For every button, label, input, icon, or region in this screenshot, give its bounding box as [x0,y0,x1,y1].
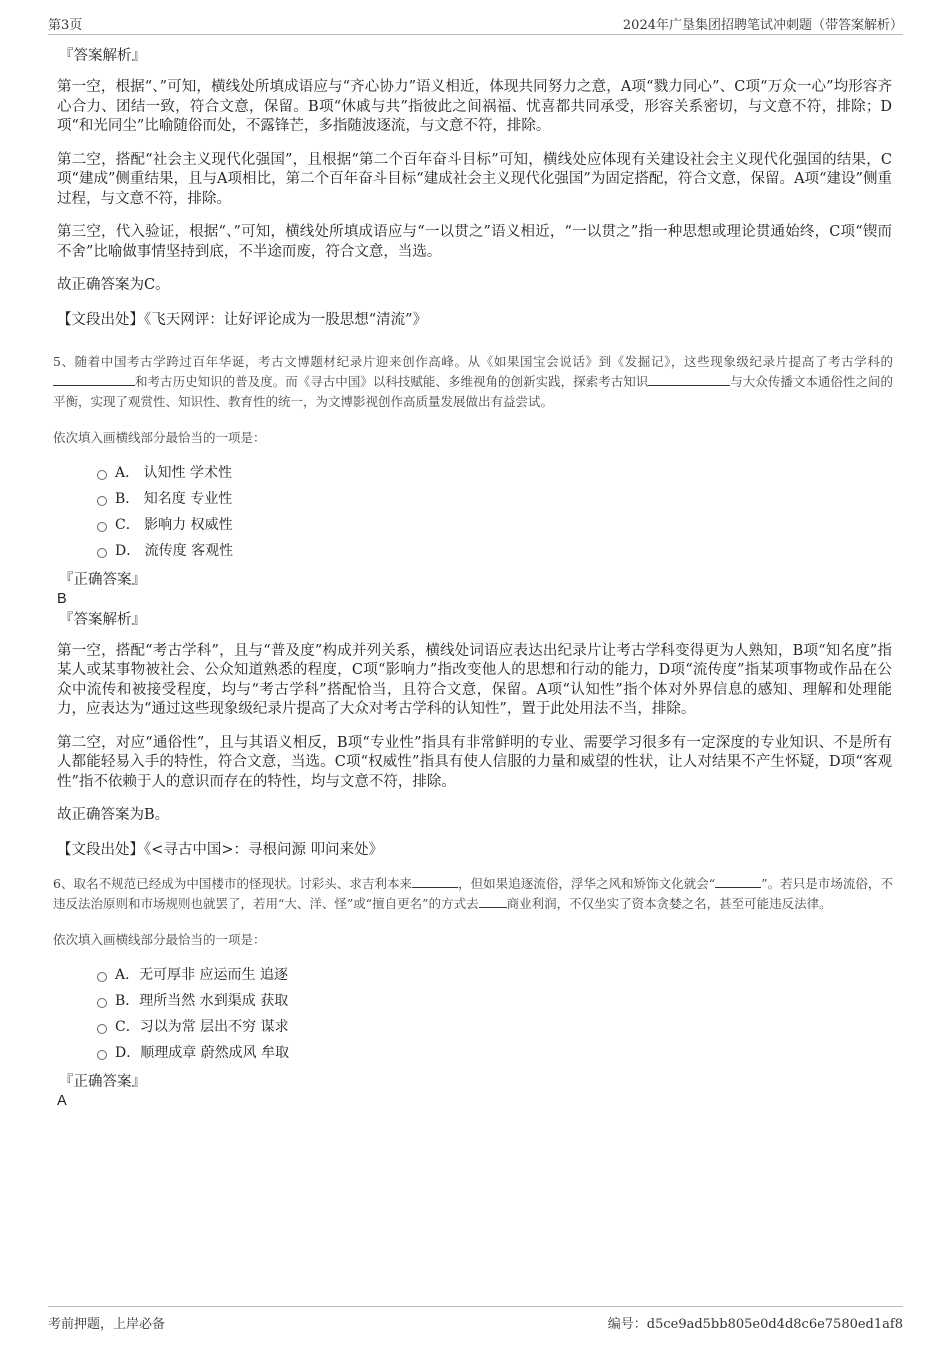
radio-icon[interactable] [97,972,107,982]
q5-blank-2 [648,373,730,386]
q6-option-b-label: B．理所当然 水到渠成 获取 [115,992,289,1009]
q5-analysis-heading: 『答案解析』 [59,611,146,628]
q6-stem-part-c: ”。若只是市场流俗，不违反法治原则和市场规则也就罢了，若用“大、洋、怪”或“擅自更名”的方式去 [53,875,893,911]
radio-icon[interactable] [97,470,107,480]
q4-source: 【文段出处】《飞天网评：让好评论成为一股思想“清流”》 [57,311,428,328]
q6-blank-1 [412,875,458,888]
q4-analysis-paragraph-1: 第一空，根据“、”可知，横线处所填成语应与“齐心协力”语义相近，体现共同努力之意，A项“戮力同心”、C项“万众一心”均形容齐心合力、团结一致，符合文意，保留。B项“休戚与共”指彼此之间祸福、忧喜都共同承受，形容关系密切，与文意不符，排除；D项“和光同尘”比喻随俗而处，不露锋芒，多指随波逐流，与文意不符，排除。 [57,79,892,134]
q6-option-a[interactable] [97,962,892,988]
radio-icon[interactable] [97,1050,107,1060]
q4-analysis-paragraph-2: 第二空，搭配“社会主义现代化强国”，且根据“第二个百年奋斗目标”可知，横线处应体现有关建设社会主义现代化强国的结果，C项“建成”侧重结果，且与A项相比，第二个百年奋斗目标“建成社会主义现代化强国”为固定搭配，符合文意，保留。A项“建设”侧重过程，与文意不符，排除。 [57,151,892,207]
q5-stem [53,352,893,412]
q5-options [97,460,892,564]
q6-stem-part-d: 商业利润，不仅坐实了资本贪婪之名，甚至可能违反法律。 [506,895,832,911]
q5-analysis-paragraph-1: 第一空，搭配“考古学科”，且与“普及度”构成并列关系，横线处词语应表达出纪录片让考古学科变得更为人熟知，B项“知名度”指某人或某事物被社会、公众知道熟悉的程度，C项“影响力”指改变他人的思想和行动的能力，D项“流传度”指某项事物或作品在公众中流传和被接受程度，均与“考古学科”搭配恰当，且符合文意，保留。A项“认知性”指个体对外界信息的感知、理解和处理能力，应表达为“通过这些现象级纪录片提高了大众对考古学科的认知性”，置于此处用法不当，排除。 [57,642,892,717]
radio-icon[interactable] [97,522,107,532]
page-number: 第3页 [48,18,83,33]
page-content [53,46,893,1110]
q5-blank-1 [53,373,135,386]
q5-correct-heading: 『正确答案』 [59,571,146,588]
document-title: 2024年广垦集团招聘笔试冲刺题（带答案解析） [622,18,903,33]
footer-slogan: 考前押题，上岸必备 [48,1317,166,1332]
q5-correct-answer: B [57,590,67,607]
q5-stem-part-c: 与大众传播文本通俗性之间的平衡，实现了观赏性、知识性、教育性的统一，为文博影视创作高质量发展做出有益尝试。 [53,373,893,409]
q6-option-c-label: C．习以为常 层出不穷 谋求 [115,1018,289,1035]
q4-conclusion: 故正确答案为C。 [57,277,170,293]
q5-stem-part-b: 和考古历史知识的普及度。而《寻古中国》以科技赋能、多维视角的创新实践，探索考古知识 [135,373,649,389]
q4-analysis-paragraph-3: 第三空，代入验证，根据“、”可知，横线处所填成语应与“一以贯之”语义相近，“一以贯之”指一种思想或理论贯通始终，C项“锲而不舍”比喻做事情坚持到底，不半途而废，符合文意，当选。 [57,224,892,260]
q6-prompt: 依次填入画横线部分最恰当的一项是： [53,931,266,947]
q5-source: 【文段出处】《<寻古中国>：寻根问源 叩问来处》 [57,841,384,858]
q5-option-b-label: B． 知名度 专业性 [115,490,233,507]
q6-blank-3 [479,895,507,908]
document-id: 编号：d5ce9ad5bb805e0d4d8c6e7580ed1af8 [607,1317,903,1332]
radio-icon[interactable] [97,1024,107,1034]
q5-stem-part-a: 5、随着中国考古学跨过百年华诞，考古文博题材纪录片迎来创作高峰。从《如果国宝会说话》到《发掘记》，这些现象级纪录片提高了考古学科的 [53,353,893,369]
page-header [48,14,903,35]
q6-options [97,962,892,1066]
page-footer [48,1306,903,1333]
q5-analysis-paragraph-2: 第二空，对应“通俗性”，且与其语义相反，B项“专业性”指具有非常鲜明的专业、需要学习很多有一定深度的专业知识、不是所有人都能轻易入手的特性，符合文意，当选。C项“权威性”指具有使人信服的力量和威望的性状，让人对结果不产生怀疑，D项“客观性”指不依赖于人的意识而存在的特性，均与文意不符，排除。 [57,734,892,790]
q5-prompt: 依次填入画横线部分最恰当的一项是： [53,429,266,445]
radio-icon[interactable] [97,998,107,1008]
q6-correct-heading: 『正确答案』 [59,1073,146,1090]
radio-icon[interactable] [97,496,107,506]
q6-stem [53,874,893,914]
q5-option-d-label: D． 流传度 客观性 [115,542,234,559]
q6-option-a-label: A．无可厚非 应运而生 追逐 [115,966,289,983]
q5-option-a-label: A． 认知性 学术性 [115,464,233,481]
q6-stem-part-b: ，但如果追逐流俗，浮华之风和矫饰文化就会“ [458,875,716,891]
q6-option-c[interactable] [97,1014,892,1040]
q6-option-d[interactable] [97,1040,892,1066]
q5-option-d[interactable] [97,538,892,564]
q4-analysis-heading: 『答案解析』 [59,48,146,64]
q5-option-c[interactable] [97,512,892,538]
q5-option-c-label: C． 影响力 权威性 [115,516,233,533]
radio-icon[interactable] [97,548,107,558]
q5-option-b[interactable] [97,486,892,512]
q6-option-d-label: D．顺理成章 蔚然成风 牟取 [115,1044,290,1061]
q6-blank-2 [715,875,761,888]
q6-option-b[interactable] [97,988,892,1014]
q5-option-a[interactable] [97,460,892,486]
q6-correct-answer: A [57,1092,67,1109]
q5-conclusion: 故正确答案为B。 [57,807,170,823]
q6-stem-part-a: 6、取名不规范已经成为中国楼市的怪现状。讨彩头、求吉利本来 [53,875,413,891]
